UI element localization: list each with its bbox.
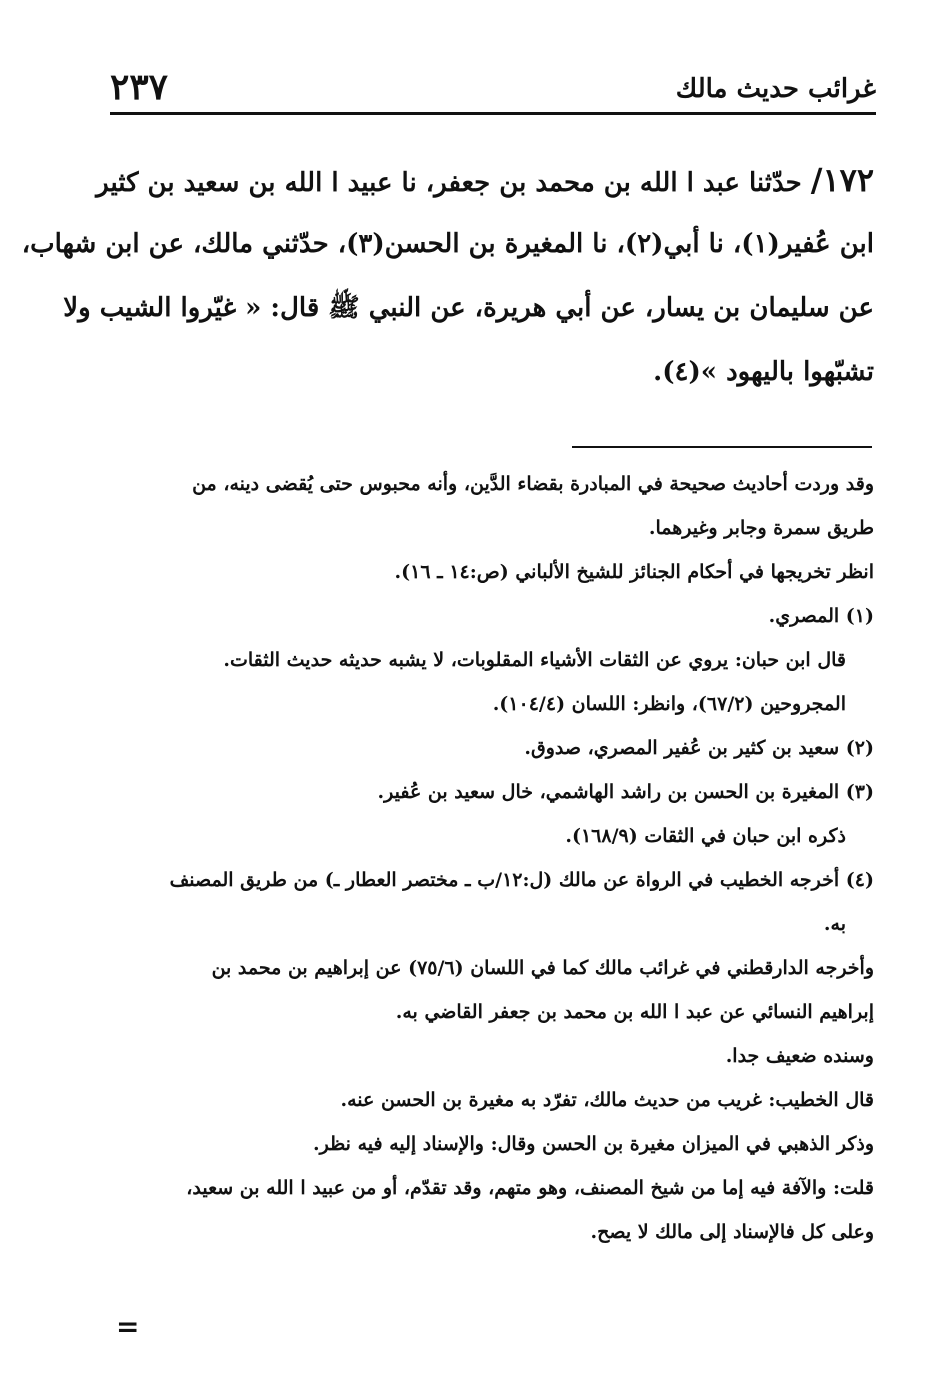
hadith-line: ابن عُفير(١)، نا أبي(٢)، نا المغيرة بن الحسن(٣)، حدّثني مالك، عن ابن شهاب،	[21, 229, 874, 259]
page-header	[110, 62, 876, 112]
footnote-separator	[572, 446, 872, 448]
footnote-line: وأخرجه الدارقطني في غرائب مالك كما في اللسان (٧٥/٦) عن إبراهيم بن محمد بن	[211, 957, 874, 979]
footnote-line: ذكره ابن حبان في الثقات (١٦٨/٩).	[565, 825, 846, 847]
footnote-line: به.	[823, 913, 846, 935]
footnote-line: (٢) سعيد بن كثير بن عُفير المصري، صدوق.	[524, 737, 874, 759]
footnote-line: إبراهيم النسائي عن عبد ا الله بن محمد بن جعفر القاضي به.	[395, 1001, 874, 1023]
hadith-text	[21, 148, 874, 404]
footnote-line: (١) المصري.	[768, 605, 874, 627]
footnotes	[112, 462, 874, 1254]
hadith-line	[96, 148, 874, 212]
hadith-line: تشبّهوا باليهود »(٤).	[653, 357, 874, 387]
footnote-line: انظر تخريجها في أحكام الجنائز للشيخ الألباني (ص:١٤ ـ ١٦).	[394, 561, 874, 583]
footnote-line: وذكر الذهبي في الميزان مغيرة بن الحسن وقال: والإسناد إليه فيه نظر.	[312, 1133, 874, 1155]
footnote-line: المجروحين (٦٧/٢)، وانظر: اللسان (١٠٤/٤).	[492, 693, 846, 715]
footnote-line: قلت: والآفة فيه إما من شيخ المصنف، وهو متهم، وقد تقدّم، أو من عبيد ا الله بن سعيد،	[186, 1177, 874, 1199]
footnote-line: (٤) أخرجه الخطيب في الرواة عن مالك (ل:١٢/ب ـ مختصر العطار ـ) من طريق المصنف	[169, 869, 874, 891]
page-number: ٢٣٧	[110, 66, 169, 108]
hadith-line-text: حدّثنا عبد ا الله بن محمد بن جعفر، نا عبيد ا الله بن سعيد بن كثير	[96, 168, 802, 198]
hadith-number: ١٧٢/	[810, 161, 874, 199]
footnote-line: قال الخطيب: غريب من حديث مالك، تفرّد به مغيرة بن الحسن عنه.	[340, 1089, 874, 1111]
footnote-line: (٣) المغيرة بن الحسن بن راشد الهاشمي، خال سعيد بن عُفير.	[377, 781, 874, 803]
hadith-line: عن سليمان بن يسار، عن أبي هريرة، عن النبي ﷺ قال: « غيّروا الشيب ولا	[63, 293, 874, 323]
footnote-line: وقد وردت أحاديث صحيحة في المبادرة بقضاء الدَّين، وأنه محبوس حتى يُقضى دينه، من	[192, 473, 874, 495]
footnote-line: طريق سمرة وجابر وغيرهما.	[648, 517, 874, 539]
footnote-line: وسنده ضعيف جدا.	[725, 1045, 874, 1067]
footnote-line: وعلى كل فالإسناد إلى مالك لا يصح.	[590, 1221, 874, 1243]
header-rule	[110, 112, 876, 115]
running-title: غرائب حديث مالك	[675, 74, 876, 104]
footnote-line: قال ابن حبان: يروي عن الثقات الأشياء المقلوبات، لا يشبه حديثه حديث الثقات.	[223, 649, 846, 671]
continuation-mark: =	[116, 1310, 140, 1343]
